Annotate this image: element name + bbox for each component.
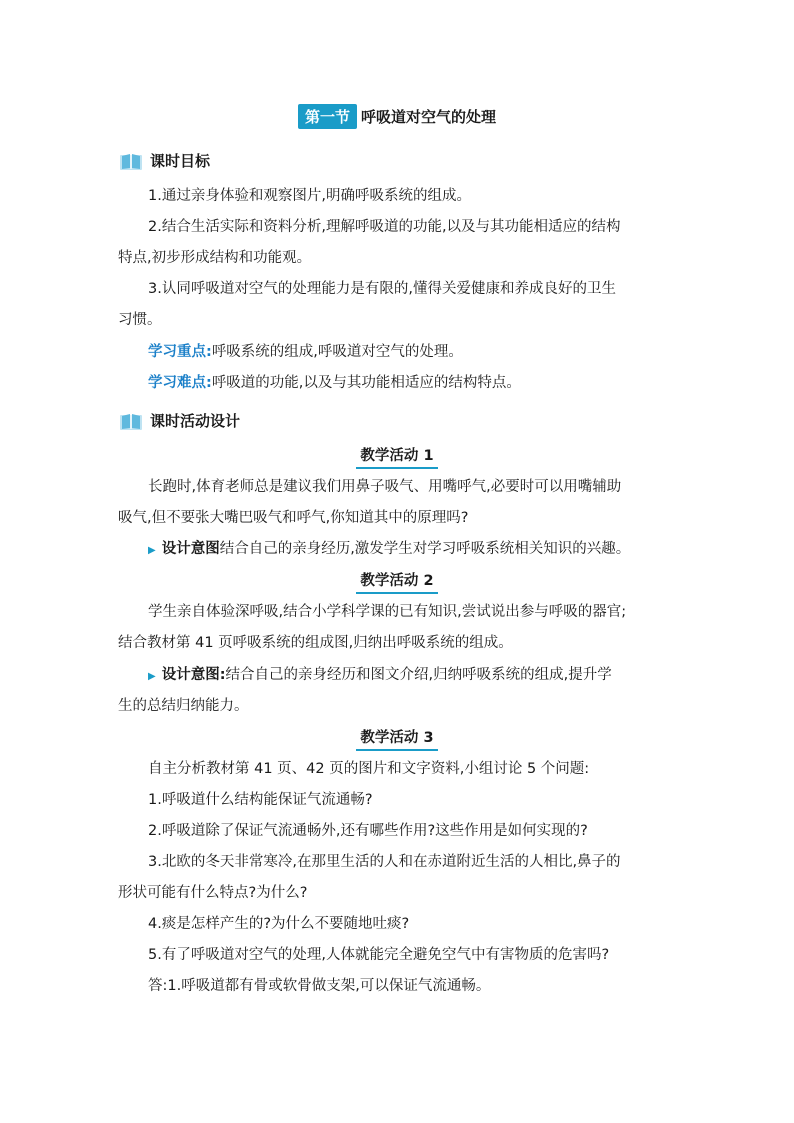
- activity-1-line: 吸气,但不要张大嘴巴吸气和呼气,你知道其中的原理吗?: [118, 510, 469, 526]
- activity-1-line: 长跑时,体育老师总是建议我们用鼻子吸气、用嘴呼气,必要时可以用嘴辅助: [148, 479, 622, 495]
- activity-3-title: 教学活动 3: [0, 726, 794, 751]
- activity-2-line: 学生亲自体验深呼吸,结合小学科学课的已有知识,尝试说出参与呼吸的器官;: [148, 604, 627, 620]
- activity-2-intent-cont: 生的总结归纳能力。: [118, 698, 249, 714]
- goal-item: 特点,初步形成结构和功能观。: [118, 250, 312, 266]
- goals-heading-text: 课时目标: [150, 152, 211, 170]
- book-icon: [120, 412, 142, 430]
- book-icon: [120, 152, 142, 170]
- triangle-icon: ▶: [148, 671, 156, 682]
- goal-item: 习惯。: [118, 312, 162, 328]
- key-point-text: 呼吸系统的组成,呼吸道对空气的处理。: [211, 344, 463, 360]
- difficult-point-label: 学习难点:: [148, 375, 212, 391]
- activity-3-line: 4.痰是怎样产生的?为什么不要随地吐痰?: [148, 916, 410, 932]
- section-title: [0, 104, 794, 129]
- activity-2-intent: [148, 665, 708, 687]
- activity-2-title: 教学活动 2: [0, 569, 794, 594]
- intent-label: 设计意图:: [161, 667, 226, 683]
- design-heading-text: 课时活动设计: [150, 412, 241, 430]
- activity-3-line: 形状可能有什么特点?为什么?: [118, 885, 308, 901]
- difficult-point: [148, 373, 708, 393]
- design-heading: [120, 410, 240, 431]
- goal-item: 2.结合生活实际和资料分析,理解呼吸道的功能,以及与其功能相适应的结构: [148, 219, 621, 235]
- key-point: [148, 342, 708, 362]
- intent-label: 设计意图: [161, 541, 220, 557]
- activity-2-line: 结合教材第 41 页呼吸系统的组成图,归纳出呼吸系统的组成。: [118, 635, 513, 651]
- section-badge: 第一节: [298, 104, 357, 129]
- activity-3-line: 答:1.呼吸道都有骨或软骨做支架,可以保证气流通畅。: [148, 978, 491, 994]
- intent-text: 结合自己的亲身经历和图文介绍,归纳呼吸系统的组成,提升学: [225, 667, 612, 683]
- difficult-point-text: 呼吸道的功能,以及与其功能相适应的结构特点。: [211, 375, 521, 391]
- section-title-text: 呼吸道对空气的处理: [361, 108, 497, 126]
- activity-1-title: 教学活动 1: [0, 444, 794, 469]
- goals-heading: [120, 150, 210, 171]
- key-point-label: 学习重点:: [148, 344, 212, 360]
- activity-3-line: 5.有了呼吸道对空气的处理,人体就能完全避免空气中有害物质的危害吗?: [148, 947, 610, 963]
- activity-3-line: 2.呼吸道除了保证气流通畅外,还有哪些作用?这些作用是如何实现的?: [148, 823, 588, 839]
- goal-item: 1.通过亲身体验和观察图片,明确呼吸系统的组成。: [148, 188, 471, 204]
- activity-3-line: 1.呼吸道什么结构能保证气流通畅?: [148, 792, 373, 808]
- activity-3-line: 自主分析教材第 41 页、42 页的图片和文字资料,小组讨论 5 个问题:: [148, 761, 590, 777]
- activity-1-intent: [148, 539, 708, 561]
- goal-item: 3.认同呼吸道对空气的处理能力是有限的,懂得关爱健康和养成良好的卫生: [148, 281, 616, 297]
- intent-text: 结合自己的亲身经历,激发学生对学习呼吸系统相关知识的兴趣。: [219, 541, 631, 557]
- triangle-icon: ▶: [148, 545, 156, 556]
- activity-3-line: 3.北欧的冬天非常寒冷,在那里生活的人和在赤道附近生活的人相比,鼻子的: [148, 854, 621, 870]
